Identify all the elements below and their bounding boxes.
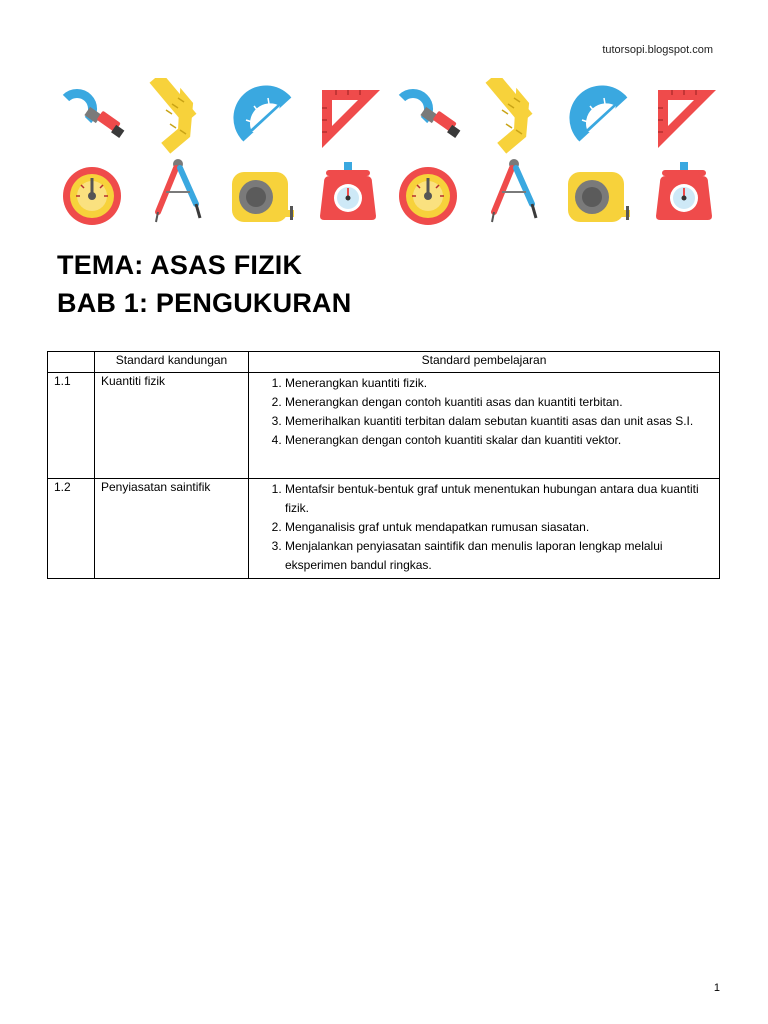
list-item: 2. Menganalisis graf untuk mendapatkan rumusan siasatan.: [285, 518, 713, 537]
compass-icon: [156, 159, 200, 222]
header-content-standard: Standard kandungan: [95, 352, 249, 373]
list-item: 4. Menerangkan dengan contoh kuantiti skalar dan kuantiti vektor.: [285, 431, 713, 450]
row-number: 1.2: [48, 479, 95, 579]
protractor-icon: [569, 85, 626, 140]
page-number: 1: [713, 982, 720, 994]
gauge-icon: [399, 167, 457, 225]
row-content-standard: Kuantiti fizik: [95, 373, 249, 479]
learning-list: [255, 480, 713, 575]
chapter-title: BAB 1: PENGUKURAN: [57, 288, 352, 318]
scale-icon: [656, 162, 712, 220]
measuring-tape-icon: [568, 172, 630, 222]
micrometer-icon: [402, 93, 460, 138]
row-content-standard: Penyiasatan saintifik: [95, 479, 249, 579]
row-learning-standards: [249, 479, 720, 579]
ruler-icon: [142, 78, 209, 154]
learning-standards-table: [47, 351, 720, 579]
table-header-row: [48, 352, 720, 373]
row-number: 1.1: [48, 373, 95, 479]
measuring-tape-icon: [232, 172, 294, 222]
header-learning-standard: Standard pembelajaran: [249, 352, 720, 373]
row-learning-standards: [249, 373, 720, 479]
table-row: [48, 479, 720, 579]
list-item: 3. Menjalankan penyiasatan saintifik dan menulis laporan lengkap melalui eksperimen bandul ringkas.: [285, 537, 713, 575]
list-item: 3. Memerihalkan kuantiti terbitan dalam sebutan kuantiti asas dan unit asas S.I.: [285, 412, 713, 431]
learning-list: [255, 374, 713, 450]
header-number: [48, 352, 95, 373]
protractor-icon: [233, 85, 290, 140]
table-row: [48, 373, 720, 479]
set-square-icon: [322, 90, 380, 148]
source-url: tutorsopi.blogspot.com: [602, 44, 713, 56]
list-item: 1. Menerangkan kuantiti fizik.: [285, 374, 713, 393]
gauge-icon: [63, 167, 121, 225]
compass-icon: [492, 159, 536, 222]
list-item: 1. Mentafsir bentuk-bentuk graf untuk menentukan hubungan antara dua kuantiti fizik.: [285, 480, 713, 518]
theme-title: TEMA: ASAS FIZIK: [57, 250, 303, 280]
set-square-icon: [658, 90, 716, 148]
micrometer-icon: [66, 93, 124, 138]
scale-icon: [320, 162, 376, 220]
ruler-icon: [478, 78, 545, 154]
list-item: 2. Menerangkan dengan contoh kuantiti asas dan kuantiti terbitan.: [285, 393, 713, 412]
measurement-tools-banner: [50, 78, 720, 234]
